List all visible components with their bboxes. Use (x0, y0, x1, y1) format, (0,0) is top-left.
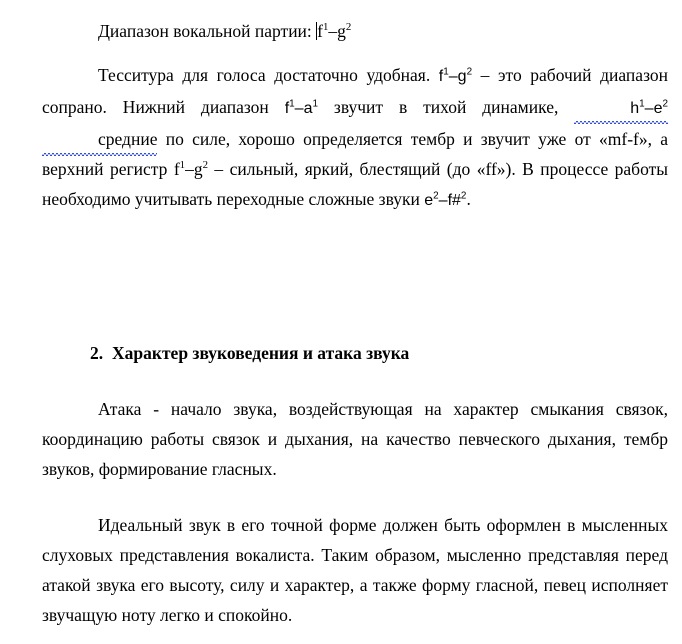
note-base: g (193, 159, 203, 179)
note-octave: 2 (466, 66, 473, 78)
note-base: a (303, 100, 313, 117)
p1-sentence-4: по силе, хорошо определяется тембр и звучит уже от «mf-f», а верхний регистр (42, 129, 668, 179)
misspelled-word[interactable]: средние (42, 124, 157, 154)
paragraph-attack-definition: Атака - начало звука, воздействующая на характер смыкания связок, координацию работы связок и дыхания, на качество певческого дыхания, тембр звуков, формирование гласных. (42, 399, 668, 479)
note-dash: – (448, 68, 458, 85)
note-base: g (457, 68, 467, 85)
note-octave: 2 (433, 190, 439, 202)
vocal-range-notation (317, 21, 351, 41)
note-base: f (438, 68, 444, 85)
note-base: e (424, 192, 434, 209)
spacer (42, 368, 668, 394)
range-low-note: f (317, 21, 323, 41)
p1-sentence-1: Тесситура для голоса достаточно удобная. (98, 65, 439, 85)
p1-sentence-5: – сильный, яркий, блестящий (до «ff»). В процессе работы необходимо учитывать переходные сложные звуки (42, 159, 668, 209)
note-octave: 2 (202, 159, 208, 172)
note-dash: – (644, 100, 654, 117)
note-base: f# (447, 192, 461, 209)
spacer (42, 46, 668, 60)
p1-sentence-2: – это рабочий диапазон сопрано. Нижний диапазон (42, 65, 668, 117)
vocal-range-line (42, 0, 668, 46)
range-low-octave: 1 (323, 21, 329, 34)
note-dash: – (294, 100, 304, 117)
section-spacer (42, 216, 668, 338)
notation-f1-g2-b (174, 159, 208, 179)
paragraph-ideal-sound: Идеальный звук в его точной форме должен быть оформлен в мысленных слуховых представления вокалиста. Таким образом, мысленно представляя перед атакой звука его высоту, силу и характер, а также форму гласной, певец исполняет звучащую ноту легко и спокойно. (42, 515, 668, 625)
note-dash: – (185, 159, 194, 179)
p1-final-period: . (466, 189, 471, 209)
p1-sentence-3: звучит в тихой динамике, (318, 97, 575, 117)
range-high-octave: 2 (345, 21, 352, 34)
notation-e2-fsharp2 (424, 192, 466, 209)
note-octave: 1 (639, 98, 645, 110)
note-octave: 1 (179, 159, 186, 172)
note-dash: – (438, 192, 448, 209)
notation-f1-g2-a (439, 68, 472, 85)
note-base: f (284, 100, 290, 117)
vocal-range-label: Диапазон вокальной партии: (98, 21, 312, 41)
range-high-note: g (337, 21, 346, 41)
note-octave: 1 (443, 66, 449, 78)
notation-f1-a1 (285, 100, 318, 117)
note-octave: 2 (460, 190, 467, 202)
note-octave: 2 (662, 98, 668, 110)
heading-text: Характер звуковедения и атака звука (112, 343, 410, 363)
notation-h1-e2 (574, 94, 668, 124)
section-heading-2 (42, 338, 668, 368)
note-base: h (630, 100, 640, 117)
note-octave: 1 (289, 98, 295, 110)
note-base: e (653, 100, 663, 117)
spacer (42, 484, 668, 510)
range-dash: – (328, 21, 338, 41)
heading-number: 2. (90, 343, 104, 363)
note-octave: 1 (312, 98, 318, 110)
note-base: f (173, 159, 180, 179)
paragraph-tessitura (42, 60, 668, 216)
